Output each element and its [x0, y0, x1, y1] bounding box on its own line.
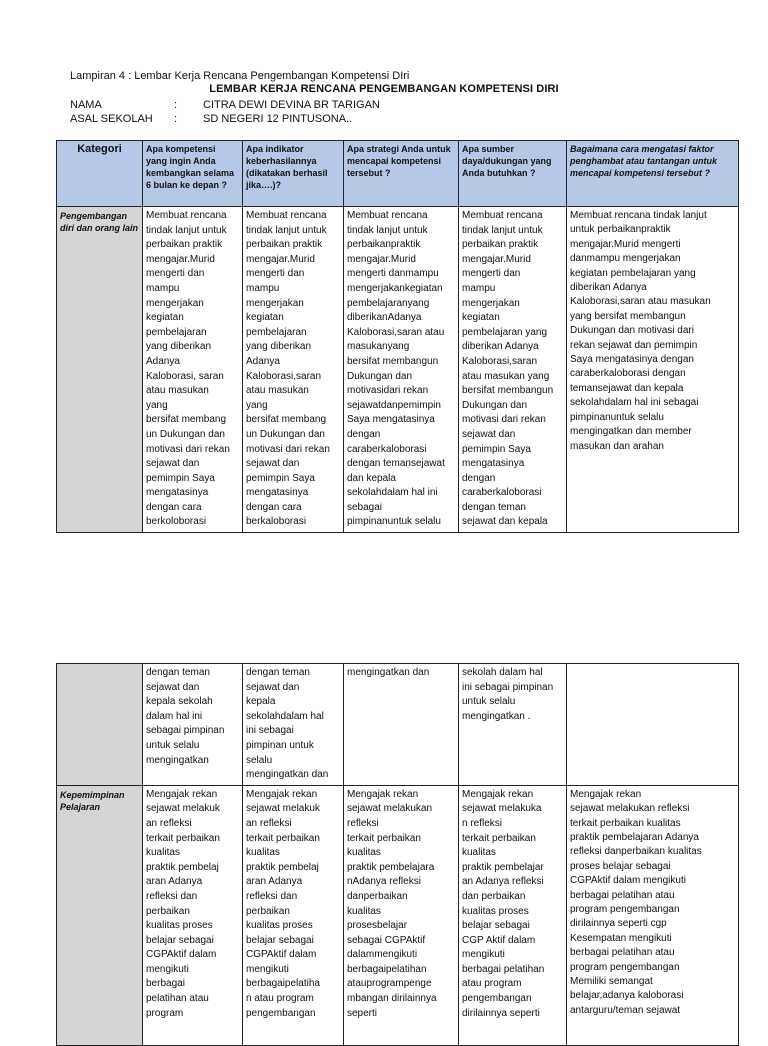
- document-title: LEMBAR KERJA RENCANA PENGEMBANGAN KOMPETENSI DIRI: [209, 83, 559, 95]
- cell-kompetensi: Membuat rencana tindak lanjut untuk perbaikan praktik mengajar.Murid mengerti dan mampu mengerjakan kegiatan pembelajaran yang diberikan Adanya Kaloborasi, saran atau masukan yang bersifat membang un Dukungan dan motivasi dari rekan sejawat dan pemimpin Saya mengatasinya dengan cara berkoloborasi: [143, 207, 243, 533]
- cell-cara-mengatasi: [567, 664, 739, 786]
- nama-label: NAMA: [70, 99, 102, 111]
- table-row: [57, 664, 739, 786]
- cell-sumber-daya: Membuat rencana tindak lanjut untuk perbaikan praktik mengajar.Murid mengerti dan mampu mengerjakan kegiatan pembelajaran yang diberikan Adanya Kaloborasi,saran atau masukan yang bersifat membangun Dukungan dan motivasi dari rekan sejawat dan pemimpin Saya mengatasinya dengan caraberkaloborasi dengan teman sejawat dan kepala: [459, 207, 567, 533]
- header-kompetensi: Apa kompetensi yang ingin Anda kembangkan selama 6 bulan ke depan ?: [143, 141, 243, 207]
- table-header-row: [57, 141, 739, 207]
- header-sumber-daya: Apa sumber daya/dukungan yang Anda butuhkan ?: [459, 141, 567, 207]
- category-pengembangan-diri: Pengembangan diri dan orang lain: [57, 207, 143, 533]
- cell-strategi: Membuat rencana tindak lanjut untuk perbaikanpraktik mengajar.Murid mengerti danmampu mengerjakankegiatan pembelajaranyang diberikanAdanya Kaloborasi,saran atau masukanyang bersifat membangun Dukungan dan motivasidari rekan sejawatdanpemimpin Saya mengatasinya dengan caraberkaloborasi dengan temansejawat dan kepala sekolahdalam hal ini sebagai pimpinanuntuk selalu: [344, 207, 459, 533]
- sekolah-value: SD NEGERI 12 PINTUSONA..: [203, 113, 353, 125]
- competency-table-page2: [56, 663, 739, 1046]
- cell-indikator: Membuat rencana tindak lanjut untuk perbaikan praktik mengajar.Murid mengerti dan mampu mengerjakan kegiatan pembelajaran yang diberikan Adanya Kaloborasi,saran atau masukan yang bersifat membang un Dukungan dan motivasi dari rekan sejawat dan pemimpin Saya mengatasinya dengan cara berkaloborasi: [243, 207, 344, 533]
- cell-cara-mengatasi: Membuat rencana tindak lanjut untuk perbaikanpraktik mengajar.Murid mengerti danmampu mengerjakan kegiatan pembelajaran yang diberikan Adanya Kaloborasi,saran atau masukan yang bersifat membangun Dukungan dan motivasi dari rekan sejawat dan pemimpin Saya mengatasinya dengan caraberkaloborasi dengan temansejawat dan kepala sekolahdalam hal ini sebagai pimpinanuntuk selalu mengingatkan dan member masukan dan arahan: [567, 207, 739, 533]
- cell-sumber-daya: sekolah dalam hal ini sebagai pimpinan untuk selalu mengingatkan .: [459, 664, 567, 786]
- header-indikator: Apa indikator keberhasilannya (dikatakan berhasil jika….)?: [243, 141, 344, 207]
- cell-sumber-daya: Mengajak rekan sejawat melakuka n refleksi terkait perbaikan kualitas praktik pembelajar an Adanya refleksi dan perbaikan kualitas proses belajar sebagai CGP Aktif dalam mengikuti berbagai pelatihan atau program pengembangan dirilainnya seperti: [459, 785, 567, 1045]
- cell-cara-mengatasi: Mengajak rekan sejawat melakukan refleksi terkait perbaikan kualitas praktik pembelajaran Adanya refleksi danperbaikan kualitas proses belajar sebagai CGPAktif dalam mengikuti berbagai pelatihan atau program pengembangan dirilainnya seperti cgp Kesempatan mengikuti berbagai pelatihan atau program pengembangan Memiliki semangat belajar,adanya kaloborasi antarguru/teman sejawat: [567, 785, 739, 1045]
- cell-strategi: mengingatkan dan: [344, 664, 459, 786]
- cell-strategi: Mengajak rekan sejawat melakukan refleksi terkait perbaikan kualitas praktik pembelajara nAdanya refleksi danperbaikan kualitas prosesbelajar sebagai CGPAktif dalammengikuti berbagaipelatihan atauprogrampenge mbangan dirilainnya seperti: [344, 785, 459, 1045]
- header-kategori: Kategori: [57, 141, 143, 207]
- sekolah-separator: :: [174, 113, 178, 125]
- header-cara-mengatasi: Bagaimana cara mengatasi faktor penghambat atau tantangan untuk mencapai kompetensi tersebut ?: [567, 141, 739, 207]
- cell-kompetensi: dengan teman sejawat dan kepala sekolah dalam hal ini sebagai pimpinan untuk selalu mengingatkan: [143, 664, 243, 786]
- cell-indikator: Mengajak rekan sejawat melakuk an refleksi terkait perbaikan kualitas praktik pembelaj aran Adanya refleksi dan perbaikan kualitas proses belajar sebagai CGPAktif dalam mengikuti berbagaipelatiha n atau program pengembangan: [243, 785, 344, 1045]
- table-row: [57, 207, 739, 533]
- nama-value: CITRA DEWI DEVINA BR TARIGAN: [203, 99, 380, 111]
- sekolah-label: ASAL SEKOLAH: [70, 113, 153, 125]
- competency-table-page1: [56, 140, 739, 533]
- nama-separator: :: [174, 99, 178, 111]
- table-row: [57, 785, 739, 1045]
- category-kepemimpinan-pelajaran: Kepemimpinan Pelajaran: [57, 785, 143, 1045]
- cell-kompetensi: Mengajak rekan sejawat melakuk an refleksi terkait perbaikan kualitas praktik pembelaj aran Adanya refleksi dan perbaikan kualitas proses belajar sebagai CGPAktif dalam mengikuti berbagai pelatihan atau program: [143, 785, 243, 1045]
- lampiran-line: Lampiran 4 : Lembar Kerja Rencana Pengembangan Kompetensi DIri: [70, 70, 410, 82]
- cell-indikator: dengan teman sejawat dan kepala sekolahdalam hal ini sebagai pimpinan untuk selalu mengingatkan dan: [243, 664, 344, 786]
- category-continued: [57, 664, 143, 786]
- header-strategi: Apa strategi Anda untuk mencapai kompetensi tersebut ?: [344, 141, 459, 207]
